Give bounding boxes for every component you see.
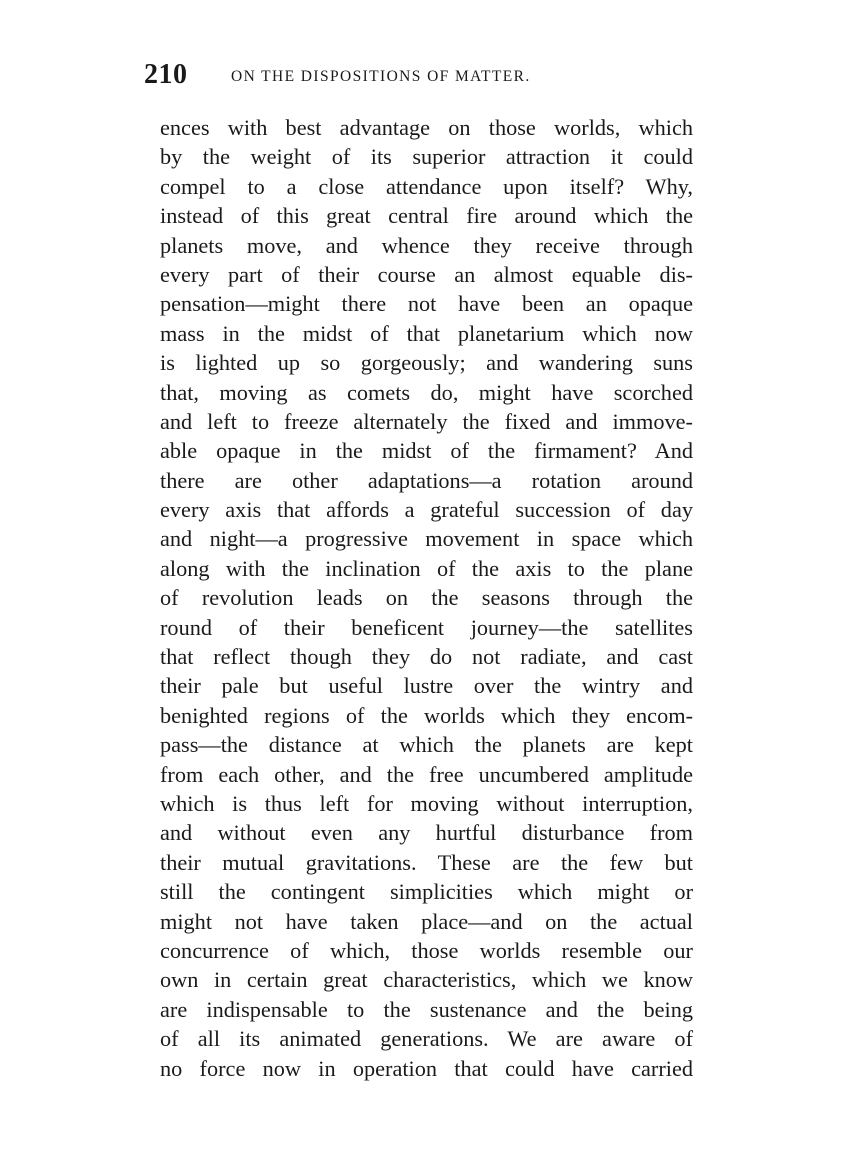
text-line: of all its animated generations. We are aware of bbox=[160, 1026, 693, 1052]
text-line: their pale but useful lustre over the wintry and bbox=[160, 673, 693, 699]
text-line: are indispensable to the sustenance and the being bbox=[160, 996, 693, 1022]
text-line: own in certain great characteristics, which we know bbox=[160, 967, 693, 993]
text-line: no force now in operation that could have carried bbox=[160, 1055, 693, 1081]
text-line: their mutual gravitations. These are the few but bbox=[160, 849, 693, 875]
text-line: and without even any hurtful disturbance from bbox=[160, 820, 693, 846]
text-line: every axis that affords a grateful succession of day bbox=[160, 497, 693, 523]
body-text bbox=[160, 113, 693, 1083]
text-line: planets move, and whence they receive through bbox=[160, 232, 693, 258]
text-line: instead of this great central fire around which the bbox=[160, 203, 693, 229]
text-line: every part of their course an almost equable dis- bbox=[160, 261, 693, 287]
text-line: and night—a progressive movement in space which bbox=[160, 526, 693, 552]
text-line: of revolution leads on the seasons through the bbox=[160, 585, 693, 611]
page-number: 210 bbox=[144, 59, 188, 90]
text-line: concurrence of which, those worlds resemble our bbox=[160, 937, 693, 963]
text-line: benighted regions of the worlds which they encom- bbox=[160, 702, 693, 728]
text-line: and left to freeze alternately the fixed and immove- bbox=[160, 408, 693, 434]
running-head bbox=[144, 58, 704, 92]
text-line: might not have taken place—and on the actual bbox=[160, 908, 693, 934]
text-line: that reflect though they do not radiate, and cast bbox=[160, 644, 693, 670]
text-line: round of their beneficent journey—the satellites bbox=[160, 614, 693, 640]
text-line: along with the inclination of the axis to the plane bbox=[160, 555, 693, 581]
text-line: that, moving as comets do, might have scorched bbox=[160, 379, 693, 405]
text-line: still the contingent simplicities which might or bbox=[160, 879, 693, 905]
text-line: able opaque in the midst of the firmament? And bbox=[160, 438, 693, 464]
running-title: ON THE DISPOSITIONS OF MATTER. bbox=[231, 68, 531, 85]
text-line: is lighted up so gorgeously; and wandering suns bbox=[160, 350, 693, 376]
text-line: there are other adaptations—a rotation around bbox=[160, 467, 693, 493]
text-line: pensation—might there not have been an opaque bbox=[160, 291, 693, 317]
text-line: compel to a close attendance upon itself? Why, bbox=[160, 173, 693, 199]
text-line: by the weight of its superior attraction it could bbox=[160, 144, 693, 170]
text-line: pass—the distance at which the planets are kept bbox=[160, 732, 693, 758]
text-line: mass in the midst of that planetarium which now bbox=[160, 320, 693, 346]
text-line: from each other, and the free uncumbered amplitude bbox=[160, 761, 693, 787]
text-line: ences with best advantage on those worlds, which bbox=[160, 115, 693, 140]
text-line: which is thus left for moving without interruption, bbox=[160, 790, 693, 816]
